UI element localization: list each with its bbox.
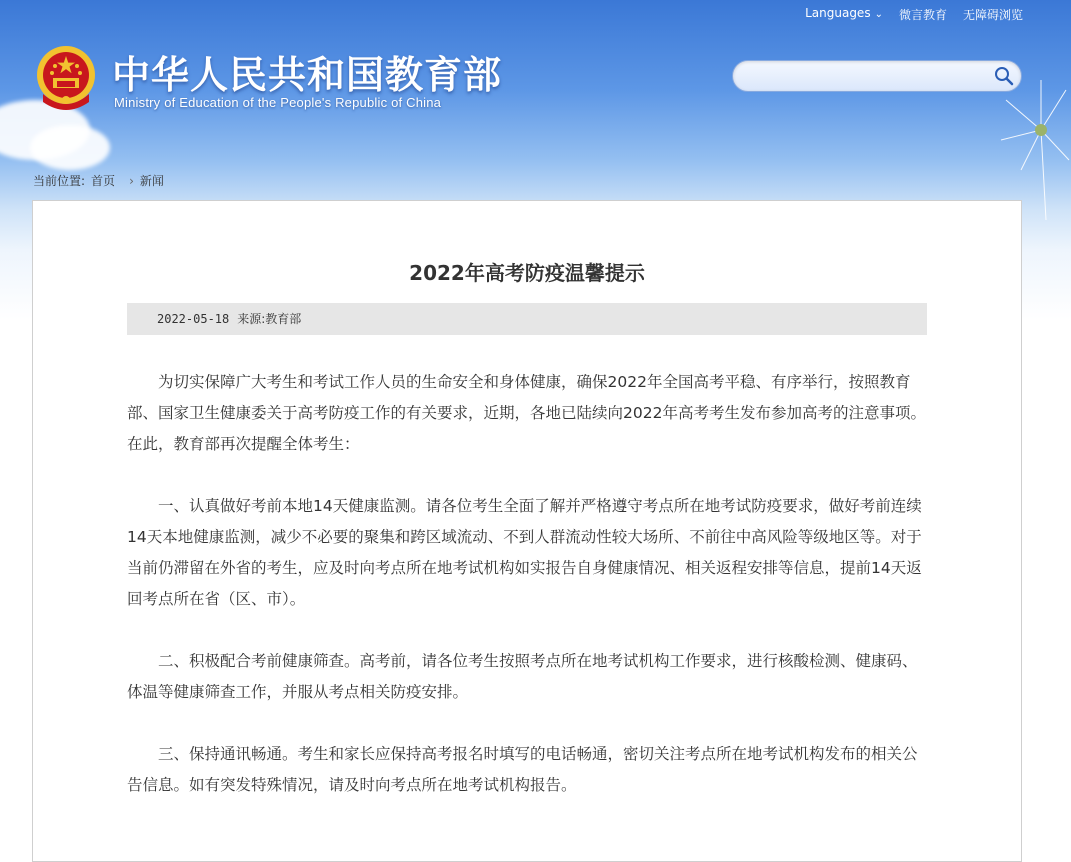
chevron-right-icon: › (129, 174, 134, 188)
search-box (732, 60, 1022, 92)
chevron-down-icon: ⌄ (874, 9, 883, 20)
site-title-english: Ministry of Education of the People's Republic of China (114, 95, 442, 110)
article-body (127, 367, 931, 832)
article-title: 2022年高考防疫温馨提示 (409, 261, 645, 285)
article-date: 2022-05-18 (157, 312, 230, 326)
article-paragraph: 为切实保障广大考生和考试工作人员的生命安全和身体健康，确保2022年全国高考平稳、有序举行，按照教育部、国家卫生健康委关于高考防疫工作的有关要求，近期，各地已陆续向2022年高考考生发布参加高考的注意事项。在此，教育部再次提醒全体考生： (127, 373, 926, 453)
breadcrumb-current[interactable]: 新闻 (139, 174, 164, 188)
article-source: 来源:教育部 (237, 312, 302, 326)
article-meta-bar (127, 303, 927, 335)
weiyan-education-link[interactable]: 微言教育 (898, 8, 947, 22)
site-title[interactable]: 中华人民共和国教育部 (112, 53, 503, 97)
breadcrumb-label: 当前位置: (33, 174, 86, 188)
top-links (805, 6, 1023, 23)
article-paragraph: 二、积极配合考前健康筛查。高考前，请各位考生按照考点所在地考试机构工作要求，进行核酸检测、健康码、体温等健康筛查工作，并服从考点相关防疫安排。 (127, 652, 918, 701)
accessibility-link[interactable]: 无障碍浏览 (962, 8, 1023, 22)
article-panel (32, 200, 1022, 862)
languages-link[interactable]: Languages ⌄ (805, 6, 883, 20)
article-paragraph: 一、认真做好考前本地14天健康监测。请各位考生全面了解并严格遵守考点所在地考试防疫要求，做好考前连续14天本地健康监测，减少不必要的聚集和跨区域流动、不到人群流动性较大场所、不前往中高风险等级地区等。对于当前仍滞留在外省的考生，应及时向考点所在地考试机构如实报告自身健康情况、相关返程安排等信息，提前14天返回考点所在省（区、市）。 (127, 497, 922, 608)
breadcrumb (33, 172, 170, 189)
national-emblem-icon (33, 44, 99, 112)
search-input[interactable] (747, 66, 991, 88)
cloud-decoration (30, 125, 110, 170)
search-icon[interactable] (993, 65, 1015, 87)
article-paragraph: 三、保持通讯畅通。考生和家长应保持高考报名时填写的电话畅通，密切关注考点所在地考试机构发布的相关公告信息。如有突发特殊情况，请及时向考点所在地考试机构报告。 (127, 745, 918, 794)
breadcrumb-home-link[interactable]: 首页 (91, 174, 116, 188)
